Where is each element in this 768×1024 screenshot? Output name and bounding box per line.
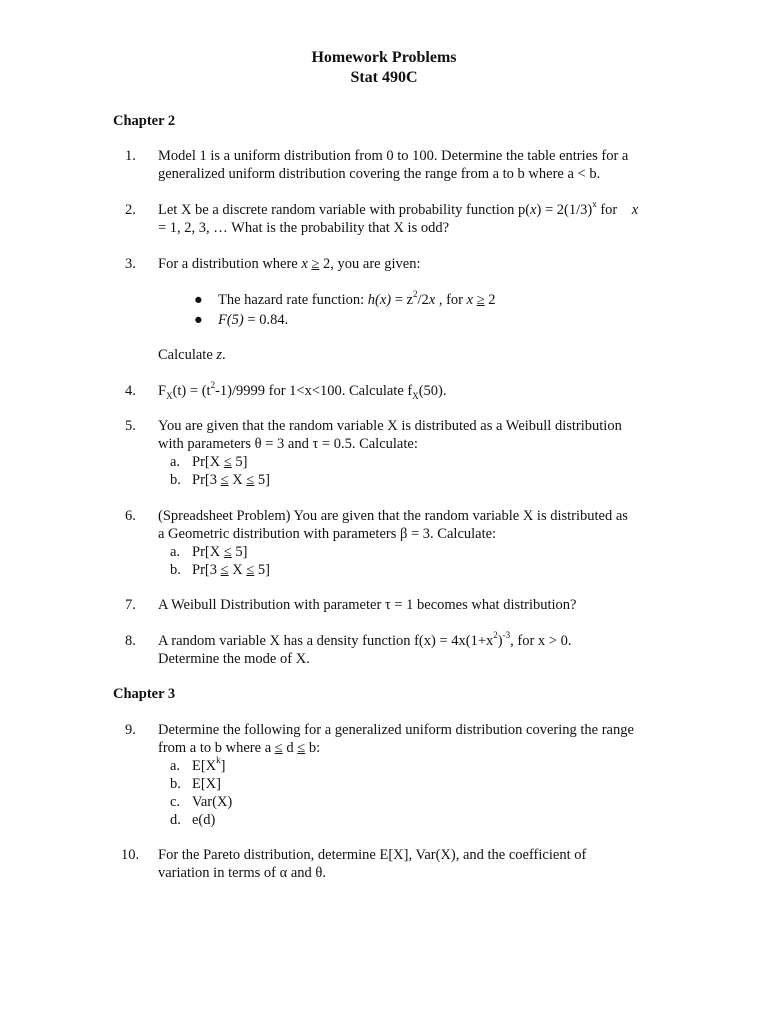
problem-text: = 1, 2, 3, … What is the probability that X is odd? xyxy=(158,220,450,236)
sub-item: a. Pr[X ≤ 5] xyxy=(170,544,248,560)
bullet-dot-icon: ● xyxy=(194,292,203,308)
problem-text: Determine the following for a generalized uniform distribution covering the range xyxy=(158,722,634,738)
sub-item: c. Var(X) xyxy=(170,794,233,810)
problem-text: You are given that the random variable X is distributed as a Weibull distribution xyxy=(158,418,622,434)
problem-text: from a to b where a ≤ d ≤ b: xyxy=(158,740,321,756)
course-title: Stat 490C xyxy=(350,69,418,86)
sub-item: b. E[X] xyxy=(170,776,221,792)
sub-item: a. $E[X^k]$ xyxy=(170,755,226,774)
chapter-3-heading: Chapter 3 xyxy=(113,686,176,702)
bullet-dot-icon: ● xyxy=(194,312,203,328)
problem-number: 1. xyxy=(125,148,136,164)
sub-item: b. Pr[3 ≤ X ≤ 5] xyxy=(170,472,270,488)
problem-number: 6. xyxy=(125,508,136,524)
problem-number: 3. xyxy=(125,256,136,272)
problem-text: variation in terms of α and θ. xyxy=(158,865,326,881)
sub-item: a. Pr[X ≤ 5] xyxy=(170,454,248,470)
chapter-2-heading: Chapter 2 xyxy=(113,113,176,129)
problem-number: 9. xyxy=(125,722,136,738)
problem-number: 8. xyxy=(125,633,136,649)
problem-number: 2. xyxy=(125,202,136,218)
problem-number: 10. xyxy=(121,847,140,863)
sub-item: b. Pr[3 ≤ X ≤ 5] xyxy=(170,562,270,578)
problem-text: $F_X(t) = (t^2-1)/9999$ for 1<x<100. Calculate $f_X(50)$. xyxy=(158,380,447,401)
document-title: Homework Problems xyxy=(311,49,457,66)
problem-text: For a distribution where x ≥ 2, you are given: xyxy=(158,256,421,272)
problem-text: A Weibull Distribution with parameter τ = 1 becomes what distribution? xyxy=(158,597,577,613)
bullet-item: ● The hazard rate function: $h(x) = z^2/2x$ , for x ≥ 2 xyxy=(194,289,496,308)
problem-number: 4. xyxy=(125,383,136,399)
problem-text: Determine the mode of X. xyxy=(158,651,310,667)
bullet-item: ● F(5) = 0.84. xyxy=(194,312,289,328)
problem-number: 5. xyxy=(125,418,136,434)
problem-text: Model 1 is a uniform distribution from 0 to 100. Determine the table entries for a xyxy=(158,148,629,164)
problem-3-calculate: Calculate z. xyxy=(158,347,226,363)
problem-text: (Spreadsheet Problem) You are given that the random variable X is distributed as xyxy=(158,508,628,524)
problem-text: A random variable X has a density function $f(x) = 4x(1+x^2)^{-3}$, for x > 0. xyxy=(158,630,572,649)
problem-text: a Geometric distribution with parameters β = 3. Calculate: xyxy=(158,526,497,542)
problem-number: 7. xyxy=(125,597,136,613)
problem-text: For the Pareto distribution, determine E[X], Var(X), and the coefficient of xyxy=(158,847,587,863)
problem-text: generalized uniform distribution covering the range from a to b where a < b. xyxy=(158,166,601,182)
problem-text: with parameters θ = 3 and τ = 0.5. Calculate: xyxy=(158,436,418,452)
sub-item: d. e(d) xyxy=(170,812,216,828)
problem-text: Let X be a discrete random variable with probability function $p(x) = 2(1/3)^x$ for x xyxy=(158,199,639,218)
